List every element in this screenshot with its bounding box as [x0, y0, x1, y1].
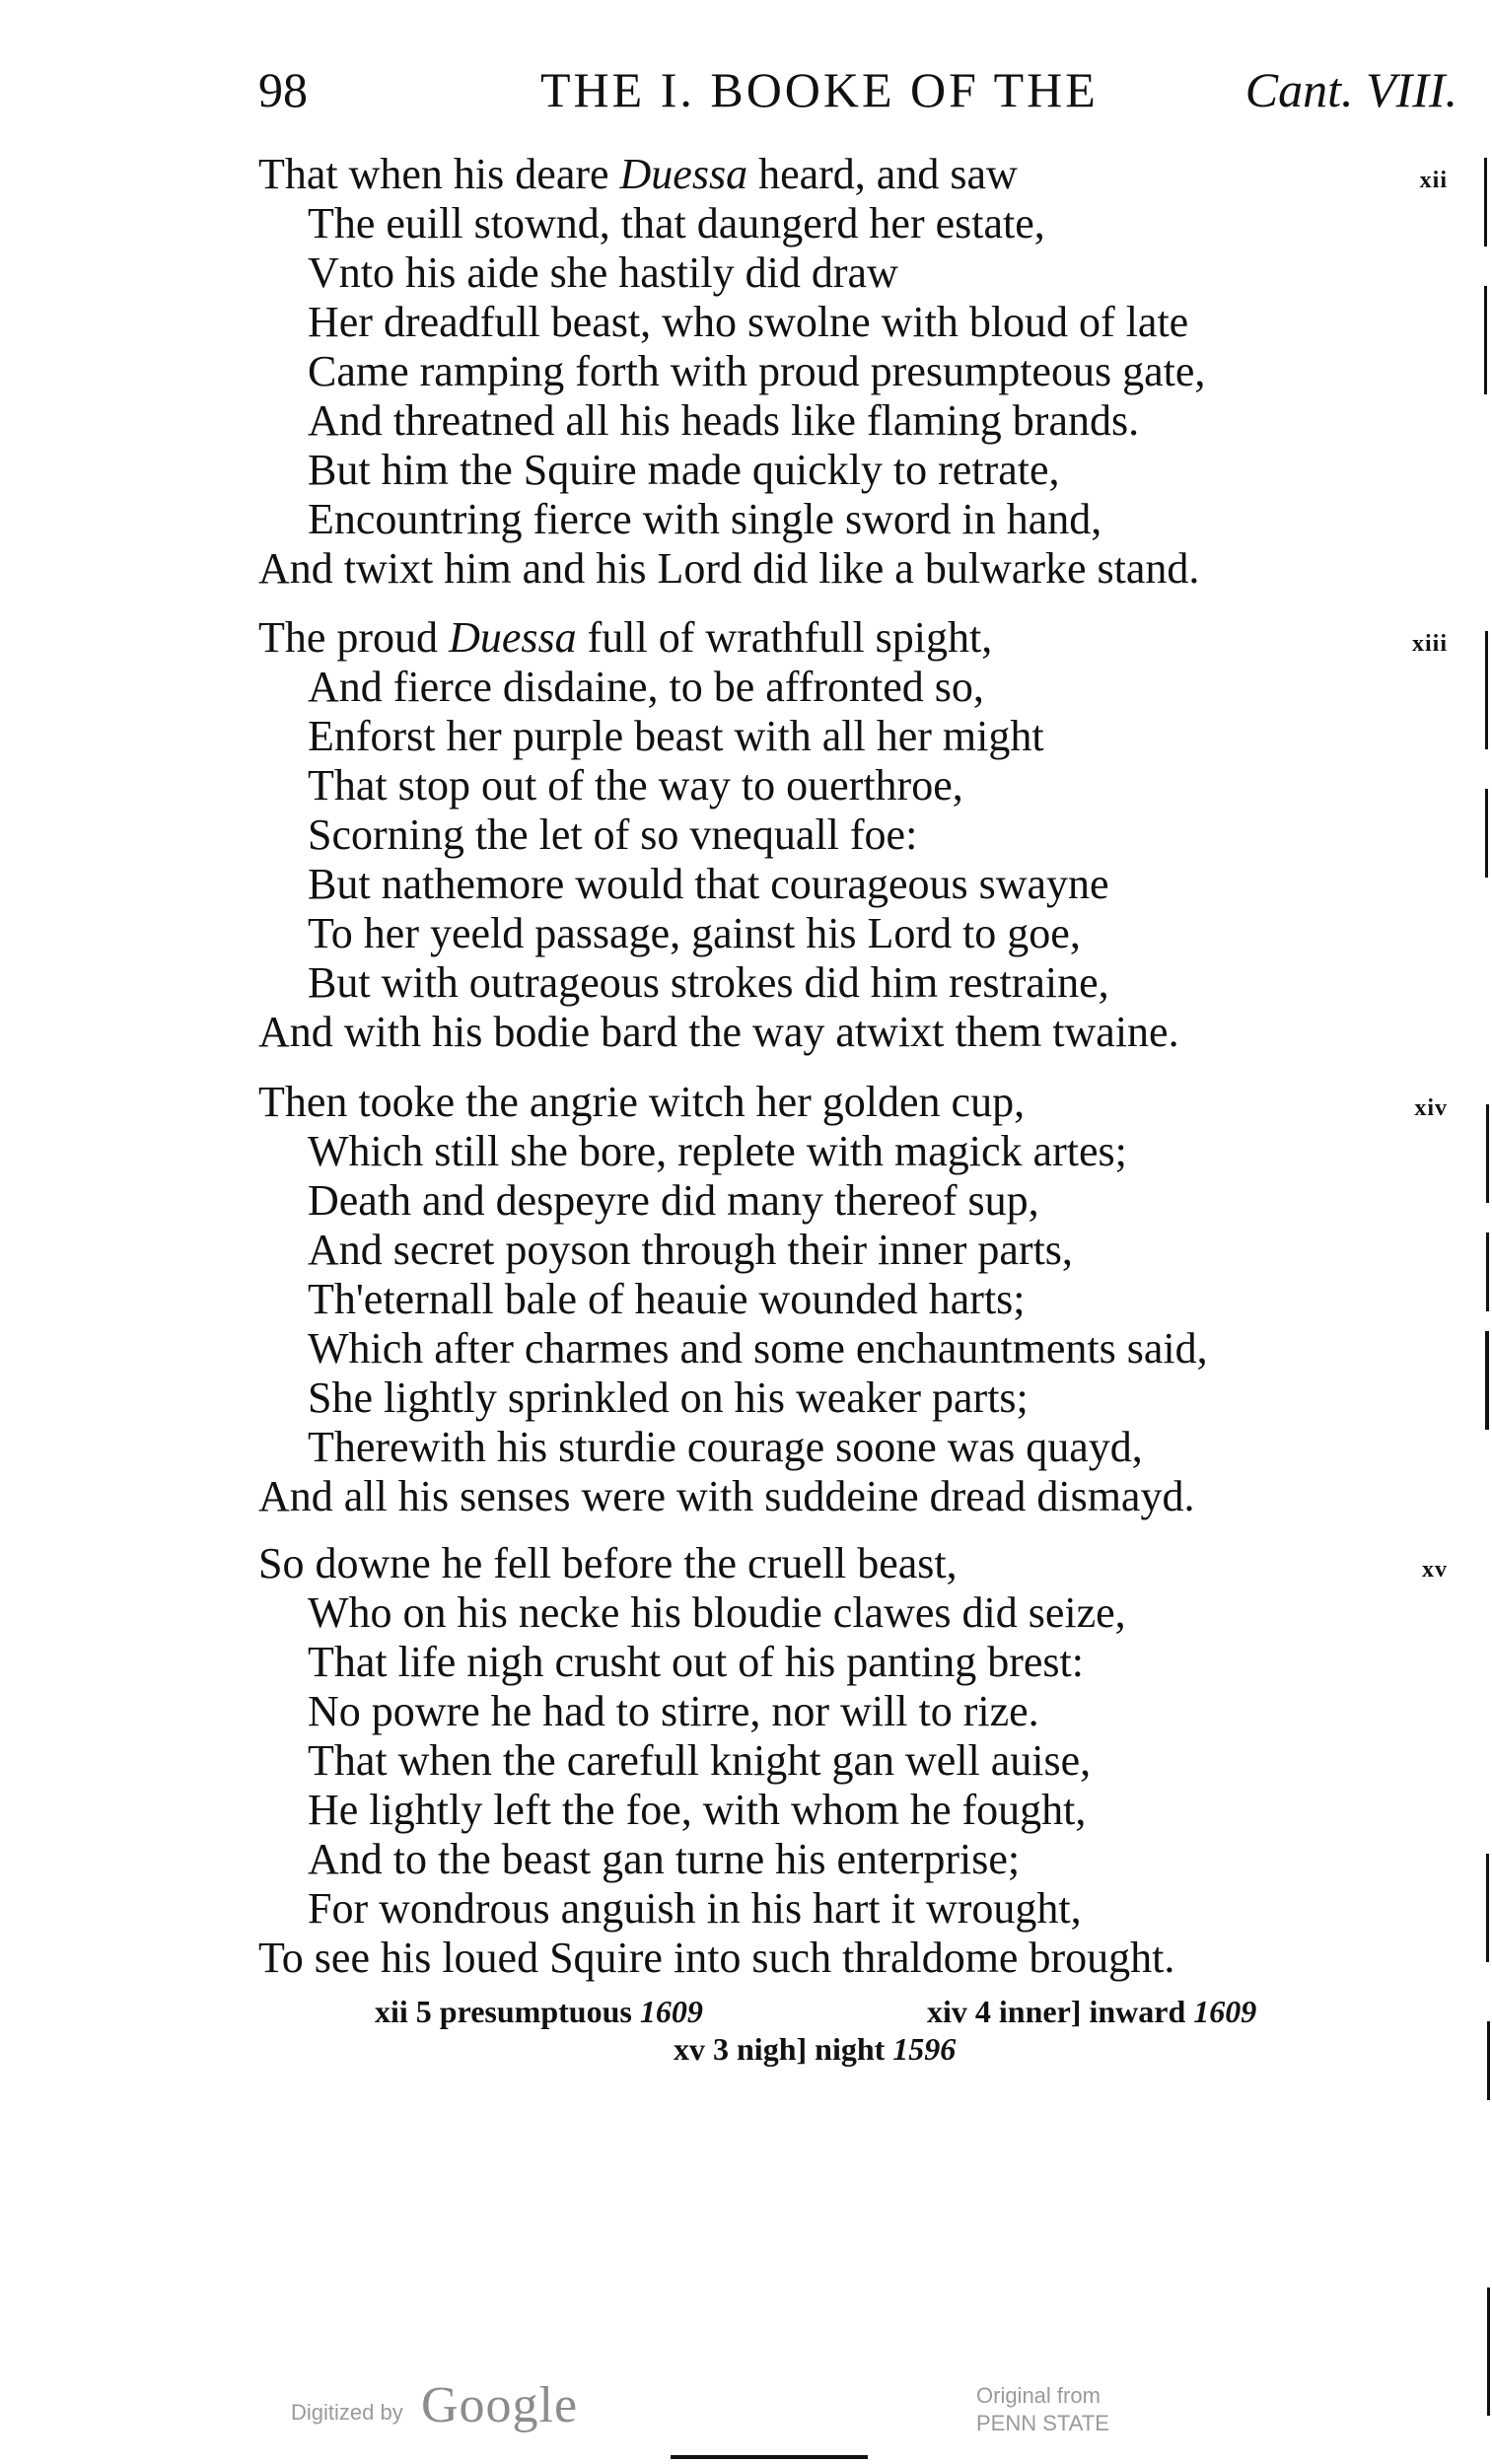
verse-line: Vnto his aide she hastily did draw: [308, 248, 898, 297]
verse-line: For wondrous anguish in his hart it wrought,: [308, 1884, 1082, 1933]
verse-line: The proud Duessa full of wrathfull spight,: [258, 613, 993, 662]
verse-line: And twixt him and his Lord did like a bulwarke stand.: [258, 544, 1200, 593]
textual-note: xiv 4 inner] inward 1609: [927, 1994, 1257, 2029]
verse-line: That when the carefull knight gan well auise,: [308, 1736, 1092, 1785]
verse-line: Came ramping forth with proud presumpteous gate,: [308, 347, 1206, 395]
verse-line: And fierce disdaine, to be affronted so,: [308, 663, 984, 711]
proper-name: Duessa: [619, 150, 748, 198]
page-edge-mark: [1486, 1232, 1489, 1311]
page-edge-mark: [1487, 2021, 1490, 2100]
page-edge-mark: [1486, 1854, 1489, 1962]
verse-line: Scorning the let of so vnequall foe:: [308, 810, 918, 859]
verse-line: So downe he fell before the cruell beast,: [258, 1539, 958, 1587]
verse-line: Who on his necke his bloudie clawes did seize,: [308, 1588, 1126, 1637]
running-title: THE I. BOOKE OF THE: [540, 62, 1099, 117]
stanza-number: xiii: [1411, 631, 1448, 657]
page-edge-mark: [1484, 158, 1487, 246]
google-logo: Google: [421, 2377, 579, 2433]
verse-line: Which still she bore, replete with magick artes;: [308, 1127, 1127, 1175]
verse-line: Encountring fierce with single sword in hand,: [308, 495, 1102, 543]
page-edge-mark: [1487, 2288, 1490, 2416]
verse-line: Th'eternall bale of heauie wounded harts;: [308, 1275, 1026, 1323]
verse-line: But nathemore would that courageous swayne: [308, 860, 1109, 908]
verse-line: But him the Squire made quickly to retrate,: [308, 446, 1060, 494]
page-edge-mark: [1486, 1104, 1489, 1203]
stanza-number: xii: [1419, 168, 1448, 193]
textual-note: xii 5 presumptuous 1609: [375, 1994, 703, 2029]
running-header: [258, 61, 1457, 130]
verse-line: Her dreadfull beast, who swolne with bloud of late: [308, 298, 1189, 346]
bottom-rule: [671, 2455, 868, 2459]
verse-line: And to the beast gan turne his enterprise;: [308, 1835, 1021, 1883]
verse-line: She lightly sprinkled on his weaker parts;: [308, 1373, 1029, 1422]
original-from-institution: PENN STATE: [976, 2411, 1109, 2435]
verse-line: And threatned all his heads like flaming brands.: [308, 396, 1140, 445]
page-edge-mark: [1485, 631, 1488, 749]
verse-line: That life nigh crusht out of his panting brest:: [308, 1638, 1084, 1686]
verse-line: And with his bodie bard the way atwixt them twaine.: [258, 1008, 1179, 1056]
proper-name: Duessa: [449, 613, 577, 662]
verse-line: Which after charmes and some enchauntments said,: [308, 1324, 1208, 1373]
verse-line: Death and despeyre did many thereof sup,: [308, 1176, 1039, 1225]
original-from-label: Original from: [976, 2383, 1101, 2408]
verse-line: To see his loued Squire into such thraldome brought.: [258, 1934, 1175, 1982]
verse-line: Then tooke the angrie witch her golden cup,: [258, 1078, 1026, 1126]
page-edge-mark: [1485, 1331, 1489, 1430]
stanza-number: xv: [1422, 1557, 1448, 1583]
canto-label: Cant. VIII.: [1244, 62, 1457, 117]
verse-line: The euill stownd, that daungerd her estate,: [308, 199, 1045, 247]
page-number: 98: [258, 62, 308, 117]
original-from: [976, 2382, 1109, 2437]
verse-line: Therewith his sturdie courage soone was quayd,: [308, 1423, 1143, 1471]
verse-line: No powre he had to stirre, nor will to rize.: [308, 1687, 1039, 1735]
stanza-number: xiv: [1414, 1095, 1448, 1121]
page-edge-mark: [1485, 789, 1488, 878]
verse-line: That stop out of the way to ouerthroe,: [308, 761, 963, 810]
textual-note: xv 3 nigh] night 1596: [674, 2031, 957, 2067]
digitized-by-label: Digitized by: [291, 2400, 403, 2425]
verse-line: He lightly left the foe, with whom he fought,: [308, 1786, 1087, 1834]
verse-line: And secret poyson through their inner parts,: [308, 1226, 1073, 1274]
verse-line: But with outrageous strokes did him restraine,: [308, 958, 1109, 1007]
verse-line: And all his senses were with suddeine dread dismayd.: [258, 1472, 1195, 1520]
verse-line: To her yeeld passage, gainst his Lord to goe,: [308, 909, 1081, 957]
page-edge-mark: [1484, 286, 1487, 394]
verse-line: Enforst her purple beast with all her might: [308, 712, 1044, 760]
verse-line: That when his deare Duessa heard, and saw: [258, 150, 1018, 198]
